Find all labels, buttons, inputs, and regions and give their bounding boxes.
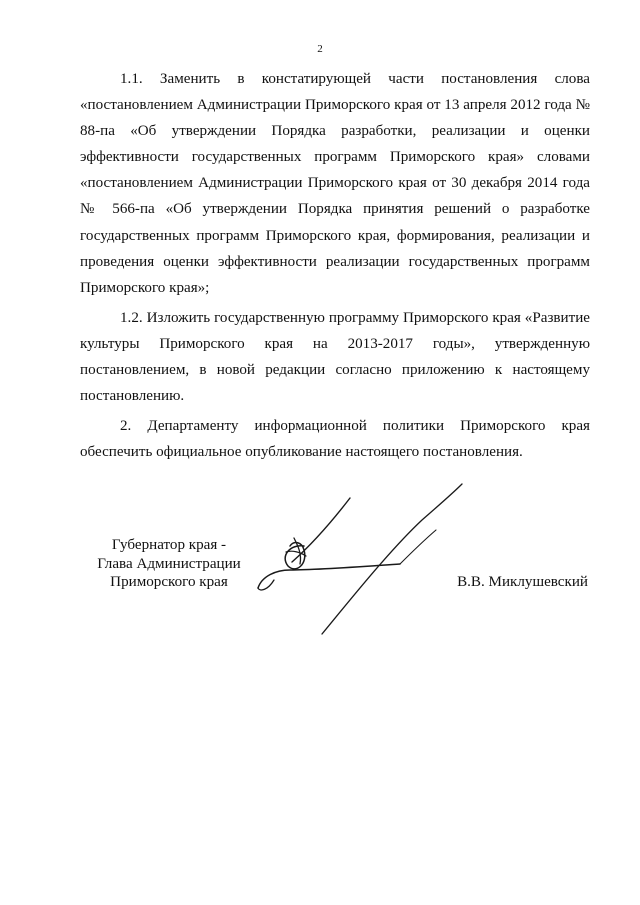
signatory-title-line: Глава Администрации bbox=[97, 555, 241, 572]
page-number: 2 bbox=[317, 43, 323, 55]
paragraph-1-2: 1.2. Изложить государственную программу Приморского края «Развитие культуры Приморского края на 2013-2017 годы», утвержденную постановлением, в новой редакции согласно приложению к настоящему постановлению. bbox=[80, 309, 590, 405]
paragraph-2: 2. Департаменту информационной политики Приморского края обеспечить официальное опубликование настоящего постановления. bbox=[80, 418, 590, 461]
handwritten-signature bbox=[250, 480, 470, 640]
paragraph-1-1: 1.1. Заменить в констатирующей части постановления слова «постановлением Администрации Приморского края от 13 апреля 2012 года № 88-па «Об утверждении Порядка разработки, реализации и оценки эффективности государственных программ Приморского края» словами «постановлением Администрации Приморского края от 30 декабря 2014 года № 566-па «Об утверждении Порядка принятия решений о разработке государственных программ Приморского края, формирования, реализации и проведения оценки эффективности реализации государственных программ Приморского края»; bbox=[80, 71, 590, 296]
signatory-title bbox=[84, 536, 254, 592]
signatory-title-line: Приморского края bbox=[110, 574, 228, 590]
signatory-name: В.В. Миклушевский bbox=[457, 574, 588, 590]
document-body bbox=[80, 66, 590, 469]
signatory-title-line: Губернатор края - bbox=[111, 537, 227, 553]
